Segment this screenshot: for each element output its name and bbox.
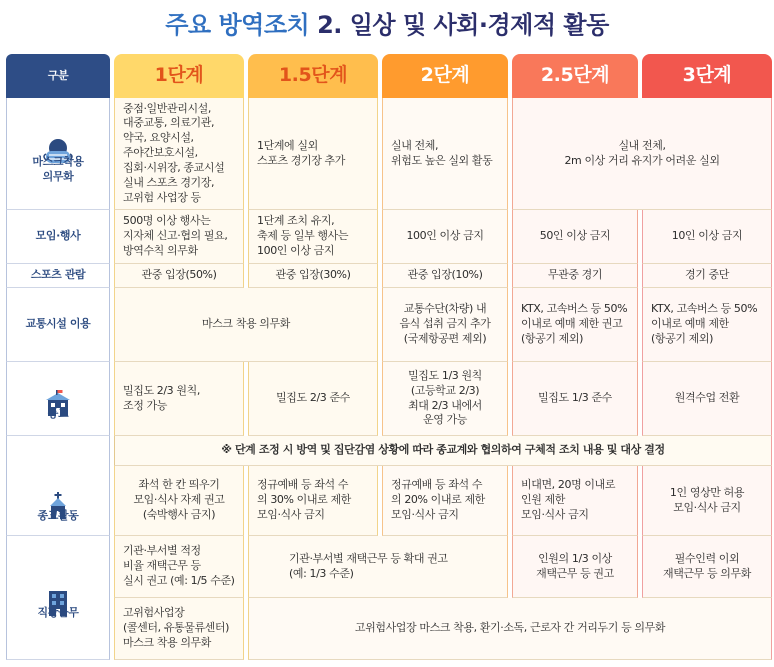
school-level-1-5: 밀집도 2/3 준수 — [248, 362, 378, 436]
church-icon — [41, 477, 75, 505]
work-high-risk-other-levels: 고위험사업장 마스크 착용, 환기·소독, 근로자 간 거리두기 등 의무화 — [248, 598, 772, 660]
religion-level-2-5: 비대면, 20명 이내로 인원 제한 모임·식사 금지 — [512, 466, 638, 536]
gathering-level-2: 100인 이상 금지 — [382, 210, 508, 264]
row-label-work-text: 직장근무 — [37, 606, 79, 620]
mask-icon — [41, 123, 75, 151]
school-icon — [41, 375, 75, 403]
row-label-gathering-text: 모임·행사 — [35, 229, 81, 243]
office-building-icon — [41, 574, 75, 602]
row-label-mask — [6, 98, 110, 210]
work-level-1: 기관·부서별 적정 비율 재택근무 등 실시 권고 (예: 1/5 수준) — [114, 536, 244, 598]
row-label-school-text: 등교 — [47, 407, 69, 421]
school-level-3: 원격수업 전환 — [642, 362, 772, 436]
mask-level-1: 중점·일반관리시설, 대중교통, 의료기관, 약국, 요양시설, 주야간보호시설, 집회·시위장, 종교시설 실내 스포츠 경기장, 고위험 사업장 등 — [114, 98, 244, 210]
header-category: 구분 — [6, 54, 110, 98]
gathering-level-1-5: 1단계 조치 유지, 축제 등 일부 행사는 100인 이상 금지 — [248, 210, 378, 264]
row-label-religion-text: 종교활동 — [37, 509, 79, 523]
gathering-level-2-5: 50인 이상 금지 — [512, 210, 638, 264]
school-level-2-5: 밀집도 1/3 준수 — [512, 362, 638, 436]
row-label-note — [6, 436, 110, 466]
row-label-sports — [6, 264, 110, 288]
religion-level-1-5: 정규예배 등 좌석 수 의 30% 이내로 제한 모임·식사 금지 — [248, 466, 378, 536]
work-high-risk-level-1: 고위험사업장 (콜센터, 유통물류센터) 마스크 착용 의무화 — [114, 598, 244, 660]
mask-level-2: 실내 전체, 위험도 높은 실외 활동 — [382, 98, 508, 210]
header-level-2-5: 2.5단계 — [512, 54, 638, 98]
gathering-level-3: 10인 이상 금지 — [642, 210, 772, 264]
religion-note: ※ 단계 조정 시 방역 및 집단감염 상황에 따라 종교계와 협의하여 구체적 조치 내용 및 대상 결정 — [114, 436, 772, 466]
row-label-gathering — [6, 210, 110, 264]
row-label-sports-text: 스포츠 관람 — [30, 268, 86, 282]
work-level-3: 필수인력 이외 재택근무 등 의무화 — [642, 536, 772, 598]
row-label-religion — [6, 466, 110, 536]
title-part1: 주요 방역조치 — [165, 11, 310, 39]
transport-level-2-5: KTX, 고속버스 등 50% 이내로 예매 제한 권고 (항공기 제외) — [512, 288, 638, 362]
transport-level-3: KTX, 고속버스 등 50% 이내로 예매 제한 (항공기 제외) — [642, 288, 772, 362]
gathering-level-1: 500명 이상 행사는 지자체 신고·협의 필요, 방역수칙 의무화 — [114, 210, 244, 264]
religion-level-2: 정규예배 등 좌석 수 의 20% 이내로 제한 모임·식사 금지 — [382, 466, 508, 536]
measures-table — [6, 54, 768, 664]
mask-level-1-5: 1단계에 실외 스포츠 경기장 추가 — [248, 98, 378, 210]
transport-level-1-and-1-5: 마스크 착용 의무화 — [114, 288, 378, 362]
row-label-mask-text: 마스크착용 의무화 — [32, 154, 84, 183]
header-level-3: 3단계 — [642, 54, 772, 98]
title-part2: 2. 일상 및 사회·경제적 활동 — [317, 11, 609, 39]
mask-level-2-5-and-3: 실내 전체, 2m 이상 거리 유지가 어려운 실외 — [512, 98, 772, 210]
school-level-1: 밀집도 2/3 원칙, 조정 가능 — [114, 362, 244, 436]
row-label-transport — [6, 288, 110, 362]
sports-level-2: 관중 입장(10%) — [382, 264, 508, 288]
transport-level-2: 교통수단(차량) 내 음식 섭취 금지 추가 (국제항공편 제외) — [382, 288, 508, 362]
header-level-1-5: 1.5단계 — [248, 54, 378, 98]
header-level-1: 1단계 — [114, 54, 244, 98]
sports-level-3: 경기 중단 — [642, 264, 772, 288]
row-label-work — [6, 536, 110, 660]
work-level-2-5: 인원의 1/3 이상 재택근무 등 권고 — [512, 536, 638, 598]
sports-level-2-5: 무관중 경기 — [512, 264, 638, 288]
religion-level-1: 좌석 한 칸 띄우기 모임·식사 자제 권고 (숙박행사 금지) — [114, 466, 244, 536]
page-title — [0, 8, 774, 42]
school-level-2: 밀집도 1/3 원칙 (고등학교 2/3) 최대 2/3 내에서 운영 가능 — [382, 362, 508, 436]
sports-level-1: 관중 입장(50%) — [114, 264, 244, 288]
religion-level-3: 1인 영상만 허용 모임·식사 금지 — [642, 466, 772, 536]
row-label-transport-text: 교통시설 이용 — [25, 317, 91, 331]
sports-level-1-5: 관중 입장(30%) — [248, 264, 378, 288]
header-level-2: 2단계 — [382, 54, 508, 98]
work-level-1-5-and-2: 기관·부서별 재택근무 등 확대 권고 (예: 1/3 수준) — [248, 536, 508, 598]
row-label-school — [6, 362, 110, 436]
